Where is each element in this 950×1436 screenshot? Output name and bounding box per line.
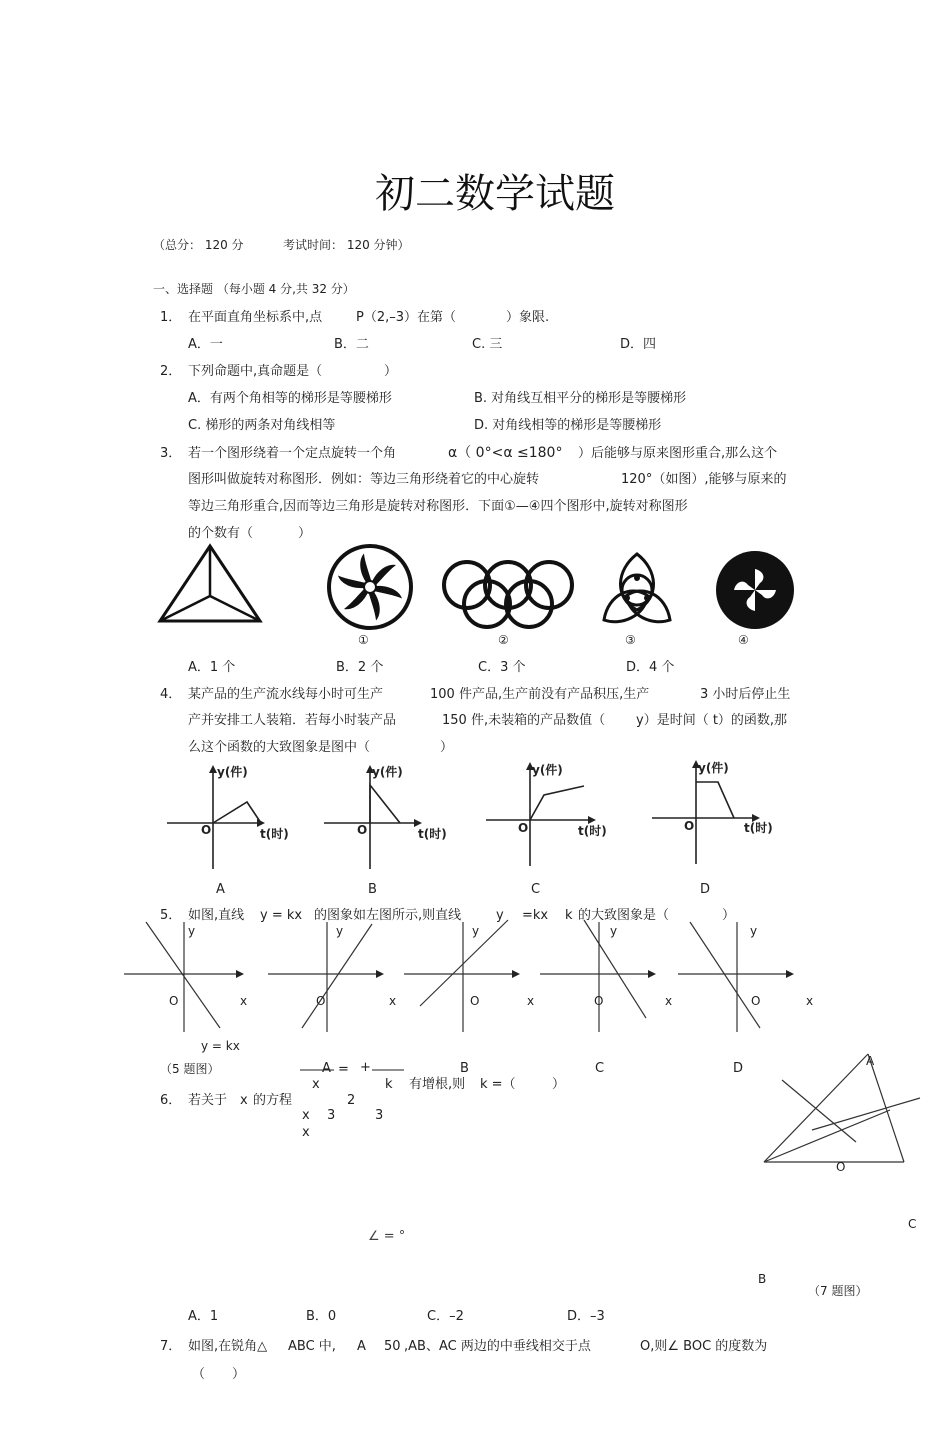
q4-option-a: A bbox=[216, 882, 225, 897]
q5-eq4: k bbox=[565, 908, 573, 923]
q4-graph-c-origin: O bbox=[518, 821, 529, 835]
q5-number: 5． bbox=[160, 908, 182, 923]
q2-text: 下列命题中,真命题是（ bbox=[188, 364, 323, 379]
fig7-caption: （7 题图） bbox=[808, 1284, 868, 1298]
q4-line1c: 3 小时后停止生 bbox=[700, 687, 791, 702]
q2-number: 2． bbox=[160, 364, 182, 379]
page-title: 初二数学试题 bbox=[375, 171, 615, 217]
q3-option-c: C．3 个 bbox=[478, 660, 526, 675]
q4-option-b: B bbox=[368, 882, 377, 897]
q7-value: 50 bbox=[384, 1339, 401, 1354]
q5-graph-a bbox=[268, 918, 390, 1036]
q4-graph-a-xlabel: t(时) bbox=[260, 827, 289, 841]
q5-given-y: y bbox=[188, 924, 196, 938]
q6-den5: 3 bbox=[375, 1108, 384, 1123]
q5-given-label: y = kx bbox=[201, 1039, 240, 1053]
fig7-triangle bbox=[760, 1050, 925, 1170]
q3-line1a: 若一个图形绕着一个定点旋转一个角 bbox=[188, 446, 397, 461]
q5-graph-a-o: O bbox=[316, 994, 326, 1008]
q5-graph-b-x: x bbox=[527, 994, 535, 1008]
q7-number: 7． bbox=[160, 1339, 182, 1354]
q6-text: 若关于 bbox=[188, 1093, 228, 1108]
q2-option-c: C. 梯形的两条对角线相等 bbox=[188, 418, 336, 433]
q6-den4: 3 bbox=[327, 1108, 336, 1123]
q7-text3: O,则∠ BOC 的度数为 bbox=[640, 1339, 768, 1354]
q1-option-b: B．二 bbox=[334, 337, 369, 352]
fig7-label-a: A bbox=[866, 1054, 875, 1068]
q5-graph-c-x: x bbox=[665, 994, 673, 1008]
q6-var: x bbox=[240, 1093, 248, 1108]
q3-example-triangle bbox=[156, 543, 264, 625]
q6-den2: k bbox=[385, 1077, 393, 1092]
q3-option-a: A．1 个 bbox=[188, 660, 236, 675]
q5-given-o: O bbox=[169, 994, 179, 1008]
q3-line2b: 120°（如图）,能够与原来的 bbox=[621, 472, 787, 487]
section-heading: 一、选择题 （每小题 4 分,共 32 分） bbox=[153, 282, 355, 296]
q5-option-a: A bbox=[322, 1061, 331, 1076]
exam-time: 考试时间： 120 分钟） bbox=[283, 238, 410, 252]
q5-option-d: D bbox=[733, 1061, 744, 1076]
q4-graph-b-origin: O bbox=[357, 823, 368, 837]
q4-graph-d-ylabel: y(件) bbox=[698, 761, 729, 775]
q6-eq: = bbox=[338, 1062, 349, 1077]
q1-text: 在平面直角坐标系中,点 bbox=[188, 310, 323, 325]
q3-figure-label-2: ② bbox=[498, 633, 509, 647]
q1-option-d: D．四 bbox=[620, 337, 657, 352]
q6-text2: 的方程 bbox=[253, 1093, 293, 1108]
fig7-label-b: B bbox=[758, 1272, 767, 1286]
q3-option-d: D．4 个 bbox=[626, 660, 675, 675]
q4-graph-d-xlabel: t(时) bbox=[744, 821, 773, 835]
q5-text: 如图,直线 bbox=[188, 908, 245, 923]
q3-figure-label-3: ③ bbox=[625, 633, 636, 647]
q7-line2: （ bbox=[192, 1367, 206, 1382]
q2-option-b: B. 对角线互相平分的梯形是等腰梯形 bbox=[474, 391, 687, 406]
q4-line3: 么这个函数的大致图象是图中（ bbox=[188, 740, 371, 755]
q5-graph-d-x: x bbox=[806, 994, 814, 1008]
q5-eq1: y = kx bbox=[260, 908, 303, 923]
q3-line1b: α（ 0°<α ≤180° bbox=[448, 445, 563, 461]
q4-line3-tail: ） bbox=[440, 740, 454, 755]
q6-option-d: D．–3 bbox=[567, 1309, 605, 1324]
q5-option-c: C bbox=[595, 1061, 605, 1076]
q1-tail: ）象限. bbox=[506, 310, 550, 325]
fig7-label-o: O bbox=[836, 1160, 846, 1174]
q3-line3: 等边三角形重合,因而等边三角形是旋转对称图形．下面①—④四个图形中,旋转对称图形 bbox=[188, 499, 688, 514]
q7-text: 如图,在锐角△ bbox=[188, 1339, 268, 1354]
q3-option-b: B．2 个 bbox=[336, 660, 384, 675]
q5-caption: （5 题图） bbox=[160, 1062, 220, 1076]
q1-point: P（2,–3）在第（ bbox=[356, 310, 457, 325]
q1-number: 1． bbox=[160, 310, 182, 325]
q6-option-a: A．1 bbox=[188, 1309, 219, 1324]
q5-graph-a-x: x bbox=[389, 994, 397, 1008]
q6-den1: x bbox=[312, 1077, 320, 1092]
q4-option-c: C bbox=[531, 882, 541, 897]
q5-graph-c bbox=[540, 918, 664, 1036]
q4-line2a: 产并安排工人装箱．若每小时装产品 bbox=[188, 713, 397, 728]
q5-eq2: y bbox=[496, 908, 504, 923]
q3-figure-label-1: ① bbox=[358, 633, 369, 647]
q1-option-a: A．一 bbox=[188, 337, 223, 352]
q5-option-b: B bbox=[460, 1061, 469, 1076]
q5-graph-d-o: O bbox=[751, 994, 761, 1008]
q6-number: 6． bbox=[160, 1093, 182, 1108]
q3-line4: 的个数有（ bbox=[188, 526, 254, 541]
q7-angle-a: A bbox=[357, 1339, 366, 1354]
q5-graph-b-o: O bbox=[470, 994, 480, 1008]
q4-line1b: 100 件产品,生产前没有产品积压,生产 bbox=[430, 687, 650, 702]
q4-graph-c-xlabel: t(时) bbox=[578, 824, 607, 838]
q3-figure-label-4: ④ bbox=[738, 633, 749, 647]
q4-graph-a-origin: O bbox=[201, 823, 212, 837]
q6-fraction-bars bbox=[300, 1068, 410, 1074]
q5-eq3: =kx bbox=[522, 908, 549, 923]
q6-plus: + bbox=[360, 1060, 371, 1075]
q4-line1a: 某产品的生产流水线每小时可生产 bbox=[188, 687, 384, 702]
q4-graph-d-origin: O bbox=[684, 819, 695, 833]
q5-graph-b bbox=[404, 918, 526, 1036]
q4-graph-c-ylabel: y(件) bbox=[532, 763, 563, 777]
q5-graph-c-o: O bbox=[594, 994, 604, 1008]
q6-tail: 有增根,则 bbox=[409, 1077, 466, 1092]
q5-graph-b-y: y bbox=[472, 924, 480, 938]
q6-angle: ∠ = ° bbox=[368, 1229, 406, 1244]
q4-graph-b-ylabel: y(件) bbox=[372, 765, 403, 779]
q4-graph-a-ylabel: y(件) bbox=[217, 765, 248, 779]
q4-line2b: 150 件,未装箱的产品数值（ bbox=[442, 713, 606, 728]
q4-option-d: D bbox=[700, 882, 711, 897]
q6-xbot: x bbox=[302, 1125, 310, 1140]
q5-graph-c-y: y bbox=[610, 924, 618, 938]
q1-option-c: C. 三 bbox=[472, 337, 503, 352]
q4-line2c: y）是时间（ t）的函数,那 bbox=[636, 713, 788, 728]
q7-abc: ABC 中, bbox=[288, 1339, 336, 1354]
q3-figure-rings bbox=[440, 558, 576, 628]
q6-num1: 2 bbox=[347, 1093, 356, 1108]
total-score: （总分： 120 分 bbox=[153, 238, 244, 252]
q4-number: 4． bbox=[160, 687, 182, 702]
q2-option-a: A．有两个角相等的梯形是等腰梯形 bbox=[188, 391, 392, 406]
q6-option-c: C．–2 bbox=[427, 1309, 464, 1324]
q5-graph-d bbox=[678, 918, 802, 1036]
q2-tail: ） bbox=[384, 364, 398, 379]
q3-figure-black-pinwheel bbox=[714, 549, 796, 631]
q6-option-b: B．0 bbox=[306, 1309, 337, 1324]
fig7-label-c: C bbox=[908, 1217, 917, 1231]
q5-tail: ） bbox=[722, 908, 736, 923]
q3-line1c: ）后能够与原来图形重合,那么这个 bbox=[578, 446, 778, 461]
q3-number: 3． bbox=[160, 446, 182, 461]
q2-option-d: D. 对角线相等的梯形是等腰梯形 bbox=[474, 418, 662, 433]
q5-graph-d-y: y bbox=[750, 924, 758, 938]
q5-graph-a-y: y bbox=[336, 924, 344, 938]
q5-text2: 的图象如左图所示,则直线 bbox=[314, 908, 462, 923]
q3-line4-tail: ） bbox=[298, 526, 312, 541]
q3-figure-trefoil bbox=[598, 550, 676, 628]
q6-den3: x bbox=[302, 1108, 310, 1123]
q5-given-x: x bbox=[240, 994, 248, 1008]
q6-k-tail: ） bbox=[552, 1077, 566, 1092]
q5-text3: 的大致图象是（ bbox=[578, 908, 670, 923]
q6-k-question: k =（ bbox=[480, 1077, 516, 1092]
q3-figure-pinwheel bbox=[326, 543, 414, 631]
q7-text2: ,AB、AC 两边的中垂线相交于点 bbox=[404, 1339, 591, 1354]
q4-graph-b-xlabel: t(时) bbox=[418, 827, 447, 841]
q7-line2-tail: ） bbox=[232, 1367, 246, 1382]
q3-line2a: 图形叫做旋转对称图形．例如：等边三角形绕着它的中心旋转 bbox=[188, 472, 540, 487]
